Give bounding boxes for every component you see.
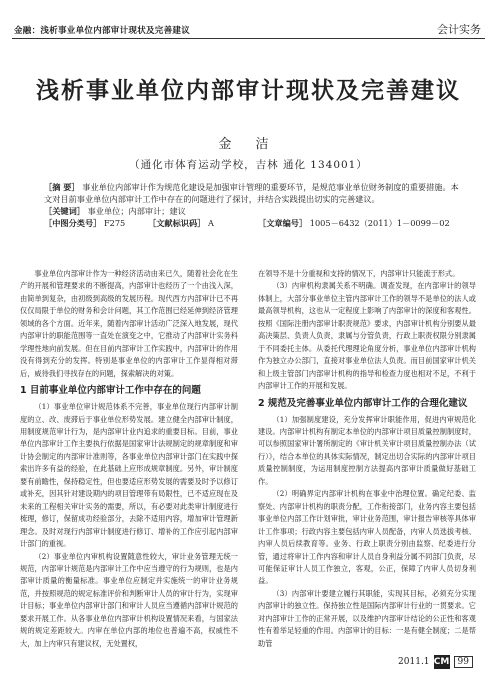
right-continuation-paragraph: 在领导不是十分重视和支持的情况下，内部审计只能流于形式。	[258, 269, 460, 278]
issue-number: 2011.1	[398, 657, 430, 667]
doccode-value: A	[207, 218, 214, 228]
section-1-paragraph-2: （2）事业单位内审机构设置随意性较大，审计业务管理无统一规范，内部审计规范是内部审计工作中应当遵守的行为规则，也是内部审计质量的衡量标准。事业单位应制定并实施统一的审计业务规范，并按照规范的规定标准评价和判断审计人员的审计行为，实现审计目标；事业单位内部审计部门和审计人员应当遵循内部审计规范的要求开展工作。从各事业单位内部审计机构设置情况来看，与国家法规的规定差距较大。内审在单位内部的地位也普遍不高，权威性不大，加上内审只有建议权，无处置权，	[20, 551, 238, 648]
clc-value: F275	[103, 218, 126, 228]
left-column	[20, 268, 238, 650]
journal-header-left: 金融：浅析事业单位内部审计现状及完善建议	[14, 26, 191, 36]
abstract-paragraph	[44, 181, 462, 205]
journal-logo-icon: CM	[433, 657, 450, 667]
author-affiliation: （通化市体育运动学校，吉林 通化 134001）	[129, 159, 368, 171]
section-2-heading: 2 规范及完善事业单位内部审计工作的合理化建议	[258, 397, 468, 409]
abstract-block	[44, 181, 462, 229]
classification-row	[44, 217, 462, 229]
section-2-paragraph-2: （2）明确界定内部审计机构在事业中治理位置。确定纪委、监察处、内部审计机构的职责分配，工作衔接部门，业务内容主要包括事业单位内部工作计划审批，审计业务范围，审计报告审核等具体审计工作事项；行政内容主要包括内审人员配备，内审人员选拔考核、内审人员后续教育等。业务、行政上职责分别由监察、纪委进行分管，通过将审计工作内容和审计人员自身利益分属不同部门负责，尽可能保证审计人员工作独立，客观，公正，保障了内审人员切身利益。	[258, 489, 476, 586]
article-title: 浅析事业单位内部审计现状及完善建议	[36, 78, 461, 104]
abstract-label: ［摘 要］	[44, 182, 80, 192]
abstract-text: 事业单位内部审计作为规范化建设是加强审计管理的重要环节，是规范事业单位财务制度的重要措施。本文对目前事业单位内部审计工作中存在的问题进行了探讨，并结合实践提出切实的完善建议。	[44, 182, 459, 204]
clc-field	[44, 217, 125, 229]
section-2-paragraph-3: （3）内部审计要建立履行其职能，实现其目标，必须充分实现内部审计的独立性。保持独立性是国际内部审计行业的一贯要求。它对内部审计工作的正常开展，以及维护内部审计结论的公正性和客观性有着举足轻重的作用。内部审计的目标：一是有健全制度；二是帮助管	[258, 588, 476, 648]
section-header-right: 会计实务	[437, 23, 481, 36]
article-number-value: 1005－6432（2011）1－0099－02	[309, 218, 450, 228]
doccode-field	[148, 217, 214, 229]
keywords-row	[44, 205, 462, 217]
doccode-label: ［文献标识码］	[148, 218, 206, 228]
article-number-field	[258, 217, 450, 229]
section-1-paragraph-3: （3）内审机构隶属关系不明确。调查发现，在内部审计的领导体制上，大部分事业单位主管内部审计工作的领导不是单位的法人或最高领导机构，这也从一定程度上影响了内部审计的深度和客观性。按照《国际注册内部审计职责规范》要求，内部审计机构分别要从最高决策层、负责人负责，隶属与分管负责，行政上职责权限分别隶属于不同委托主体。从委托代理理论角度分析，事业单位内部审计机构作为独立办公部门，直接对事业单位法人负责。而目前国家审计机关和上级主管部门内部审计机构的指导和检查力度也相对不足，不利于内部审计工作的开展和发展。	[258, 281, 476, 391]
intro-paragraph: 事业单位内部审计作为一种经济活动由来已久，随着社会化在生产的开展和管理要求的不断提高，内部审计也经历了一个由浅入深，由简单到复杂，由初级到高级的发展历程。现代西方内部审计已不再仅仅局限于单位的财务和会计问题，其工作范围已经延伸到经济管理领域的各个方面。近年来，随着内部审计活动广泛深入地发展，现代内部审计的职能范围等一直处在演变之中，它推动了内部审计实务科学理性地向前发展。但在目前内部审计工作实践中，内部审计的作用没有得到充分的发挥。特别是事业单位的内部审计工作显得相对滞后，威待我们寻找存在的问题，探索解决的对策。	[20, 269, 238, 378]
keywords-text: 事业单位；内部审计；建议	[87, 206, 186, 216]
clc-label: ［中图分类号］	[44, 218, 102, 228]
right-column	[258, 268, 476, 650]
page-number: 99	[454, 656, 473, 668]
article-number-label: ［文章编号］	[258, 218, 308, 228]
header-divider	[12, 38, 485, 39]
section-2-paragraph-1: （1）加强制度建设，充分发挥审计职能作用，促进内审规范化建设。内部审计机构有制定本单位的内部审计项目质量控制制度时，可以参照国家审计署所制定的《审计机关审计项目质量控制办法（试行）》，结合本单位的具体实际情况，制定出切合实际的内部审计项目质量控制制度，为运用制度控制方法提高内部审计质量做好基础工作。	[258, 414, 476, 486]
section-1-paragraph-1: （1）事业单位审计规范体系不完善，事业单位现行内部审计制度的立、改、废滞后于事业单位形势发展。建立健全内部审计制度，用制度规范审计行为，是内部审计业内追求的重要目标。目前，事业单位内部审计工作主要执行依据是国家审计法规制定的规章制度和审计协会制定的内部审计准则等，各事业单位内部审计部门在实践中探索出许多有益的经验，在此基础上应形成规章制度。另外，审计制度要有前瞻性，保持稳定性，但也要适应形势发展的需要及时予以修订或补充，因其针对建设期内的项目管理带有局限性，已不适应现在及未来的工程相关审计实务的需要，所以，有必要对此类审计制度进行梳理，修订，保留成功经验部分，去除不适用内容，增加审计管理新理念。及时对现行内部审计制度进行修订、增补的工作应引起内部审计部门的重视。	[20, 402, 238, 549]
keywords-label: ［关键词］	[44, 206, 85, 216]
running-header	[0, 0, 497, 40]
page-footer	[398, 655, 473, 669]
section-1-heading: 1 目前事业单位内部审计工作中存在的问题	[20, 385, 201, 397]
article-author: 金 洁	[218, 137, 279, 152]
